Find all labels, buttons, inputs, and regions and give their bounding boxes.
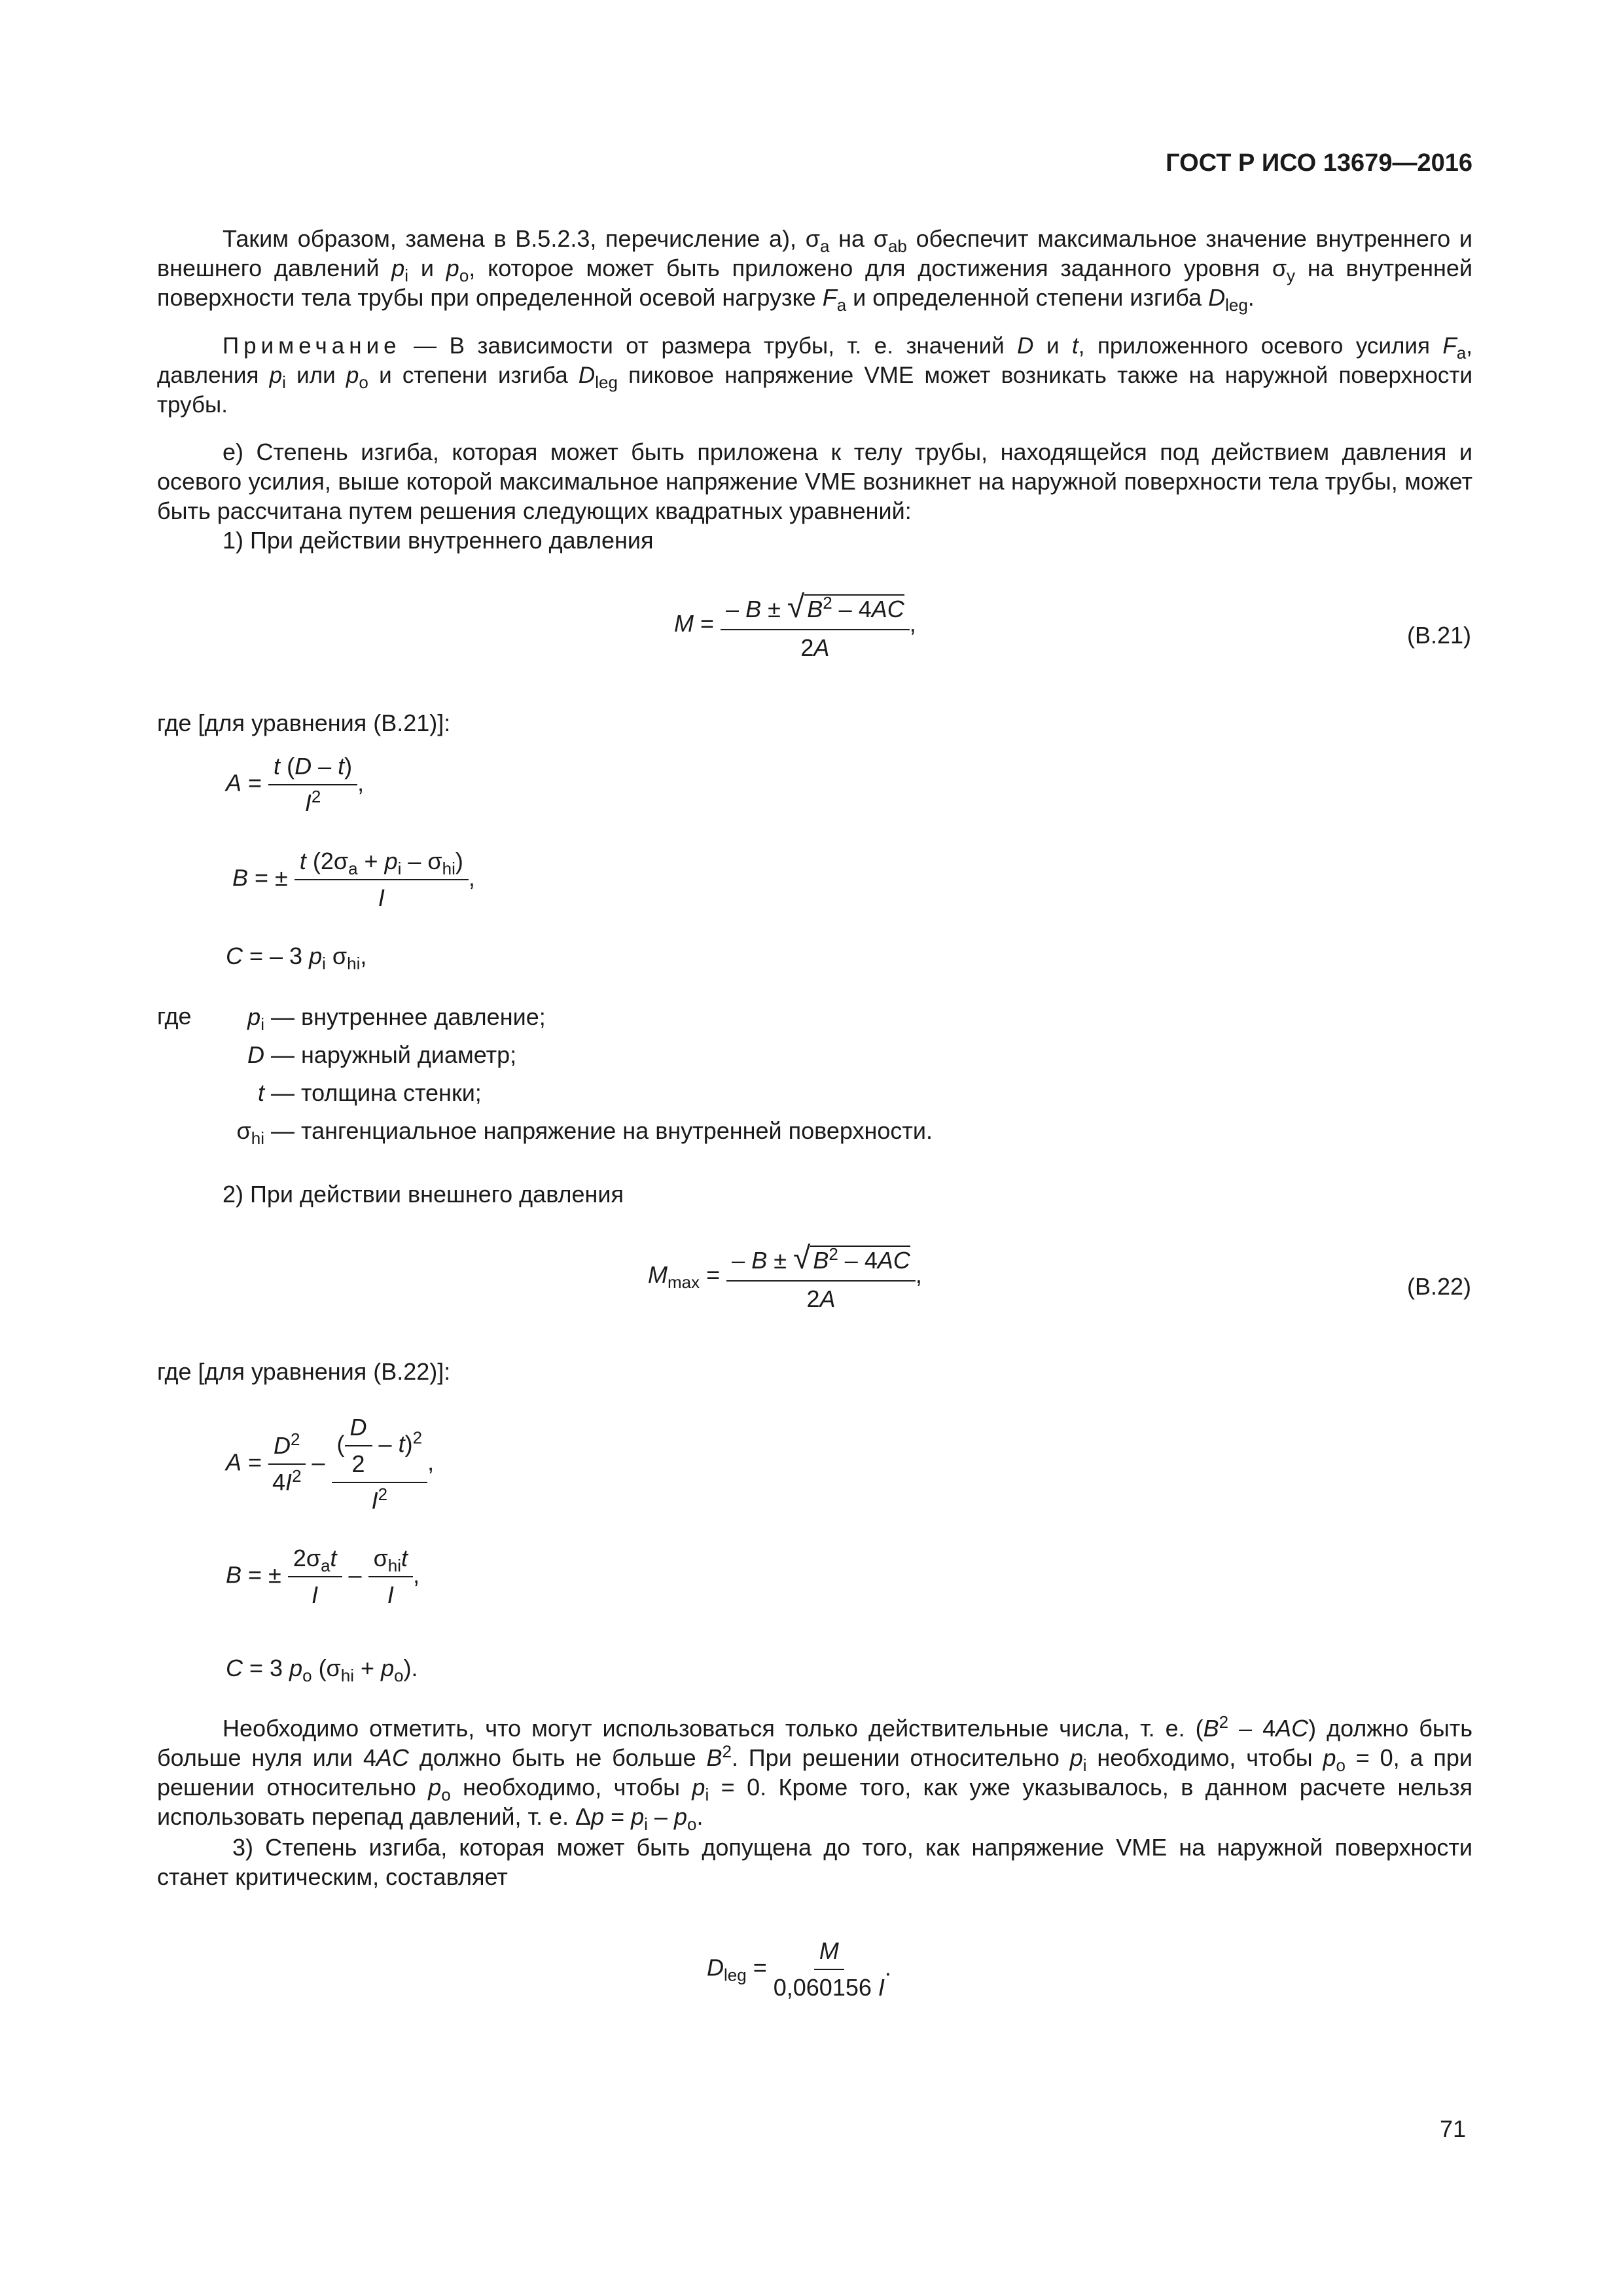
definition-row: D — наружный диаметр; <box>247 1041 517 1068</box>
note-label: Примечание <box>223 333 401 359</box>
item-internal-pressure: 1) При действии внутреннего давления <box>223 527 654 554</box>
formula-a-b22: A = $\frac{D^2}{4I^2}$ – ( $\frac{D}{2}$ – t)$^2$ $I^2$ , <box>226 1414 435 1514</box>
formula-b-b22: B = ± $\frac{2\sigma_at}{I}$ – $\frac{\sigma_{hi}t}{I}$ , <box>226 1545 420 1608</box>
equation-b21: M = $\frac{- B \pm √ B^2 - 4AC}{2A}$ , <box>674 590 916 661</box>
item-critical-bending: 3) Степень изгиба, которая может быть допущена до того, как напряжение VME на наружной поверхности станет критическим, составляет <box>157 1834 1472 1890</box>
where-b22: где [для уравнения (В.22)]: <box>157 1358 451 1385</box>
definitions-list <box>196 998 933 1150</box>
equation-b22: $M_{max}$ = $\frac{- B \pm √ B^2 - 4AC}{2A}$ , <box>648 1241 922 1312</box>
equation-number-b21: (В.21) <box>1406 622 1471 649</box>
where-b21: где [для уравнения (В.21)]: <box>157 709 451 736</box>
item-external-pressure: 2) При действии внешнего давления <box>223 1181 624 1208</box>
formula-dleg: $D_{leg}$ = $\frac{M}{0,060156 I}$ . <box>707 1937 891 2001</box>
formula-c-b22: C = 3 $p_o$ $(\sigma_{hi} + p_o)$. <box>226 1655 418 1686</box>
definition-row: $p_i$ — внутреннее давление; <box>247 1003 546 1035</box>
document-header: ГОСТ Р ИСО 13679—2016 <box>1166 149 1472 177</box>
equation-number-b22: (В.22) <box>1406 1273 1471 1300</box>
formula-c-b21: C = – 3 $p_i$ $\sigma_{hi}$, <box>226 942 367 974</box>
definition-row: t — толщина стенки; <box>257 1079 482 1106</box>
paragraph-intro: Таким образом, замена в В.5.2.3, перечисление а), $\sigma_a$ на $\sigma_{ab}$ обеспечит максимальное значение внутреннего и внешнего давлений $p_i$ и $p_o$, которое может быть приложено для достижения заданного уровня $\sigma_y$ на внутренней поверхности тела трубы при определенной осевой нагрузке $F_a$ и определенной степени изгиба $D_{leg}$. <box>157 225 1473 315</box>
paragraph-bending: е) Степень изгиба, которая может быть приложена к телу трубы, находящейся под действием давления и осевого усилия, выше которой максимальное напряжение VME возникнет на наружной поверхности тела трубы, может быть рассчитана путем решения следующих квадратных уравнений: <box>157 439 1472 524</box>
formula-b-b21: B = ± $\frac{t (2\sigma_a + p_i - \sigma_{hi})}{I}$ , <box>232 848 475 911</box>
definition-row: $\sigma_{hi}$ — тангенциальное напряжение на внутренней поверхности. <box>236 1117 933 1149</box>
defs-where-label: где <box>157 1003 192 1030</box>
page-number: 71 <box>1439 2115 1466 2142</box>
note-paragraph: Примечание — В зависимости от размера трубы, т. е. значений D и t, приложенного осевого усилия $F_a$, давления $p_i$ или $p_o$ и степени изгиба $D_{leg}$ пиковое напряжение VME может возникать также на наружной поверхности трубы. <box>157 333 1473 418</box>
paragraph-real-numbers: Необходимо отметить, что могут использоваться только действительные числа, т. е. $(B^2 - 4AC)$ должно быть больше нуля или 4AC должно быть не больше $B^2$. При решении относительно $p_i$ необходимо, чтобы $p_o = 0$, а при решении относительно $p_o$ необходимо, чтобы $p_i = 0$. Кроме того, как уже указывалось, в данном расчете нельзя использовать перепад давлений, т. е. $\Delta p = p_i - p_o$. <box>157 1712 1473 1835</box>
formula-a-b21: A = $\frac{t (D - t)}{I^2}$ , <box>226 753 365 816</box>
